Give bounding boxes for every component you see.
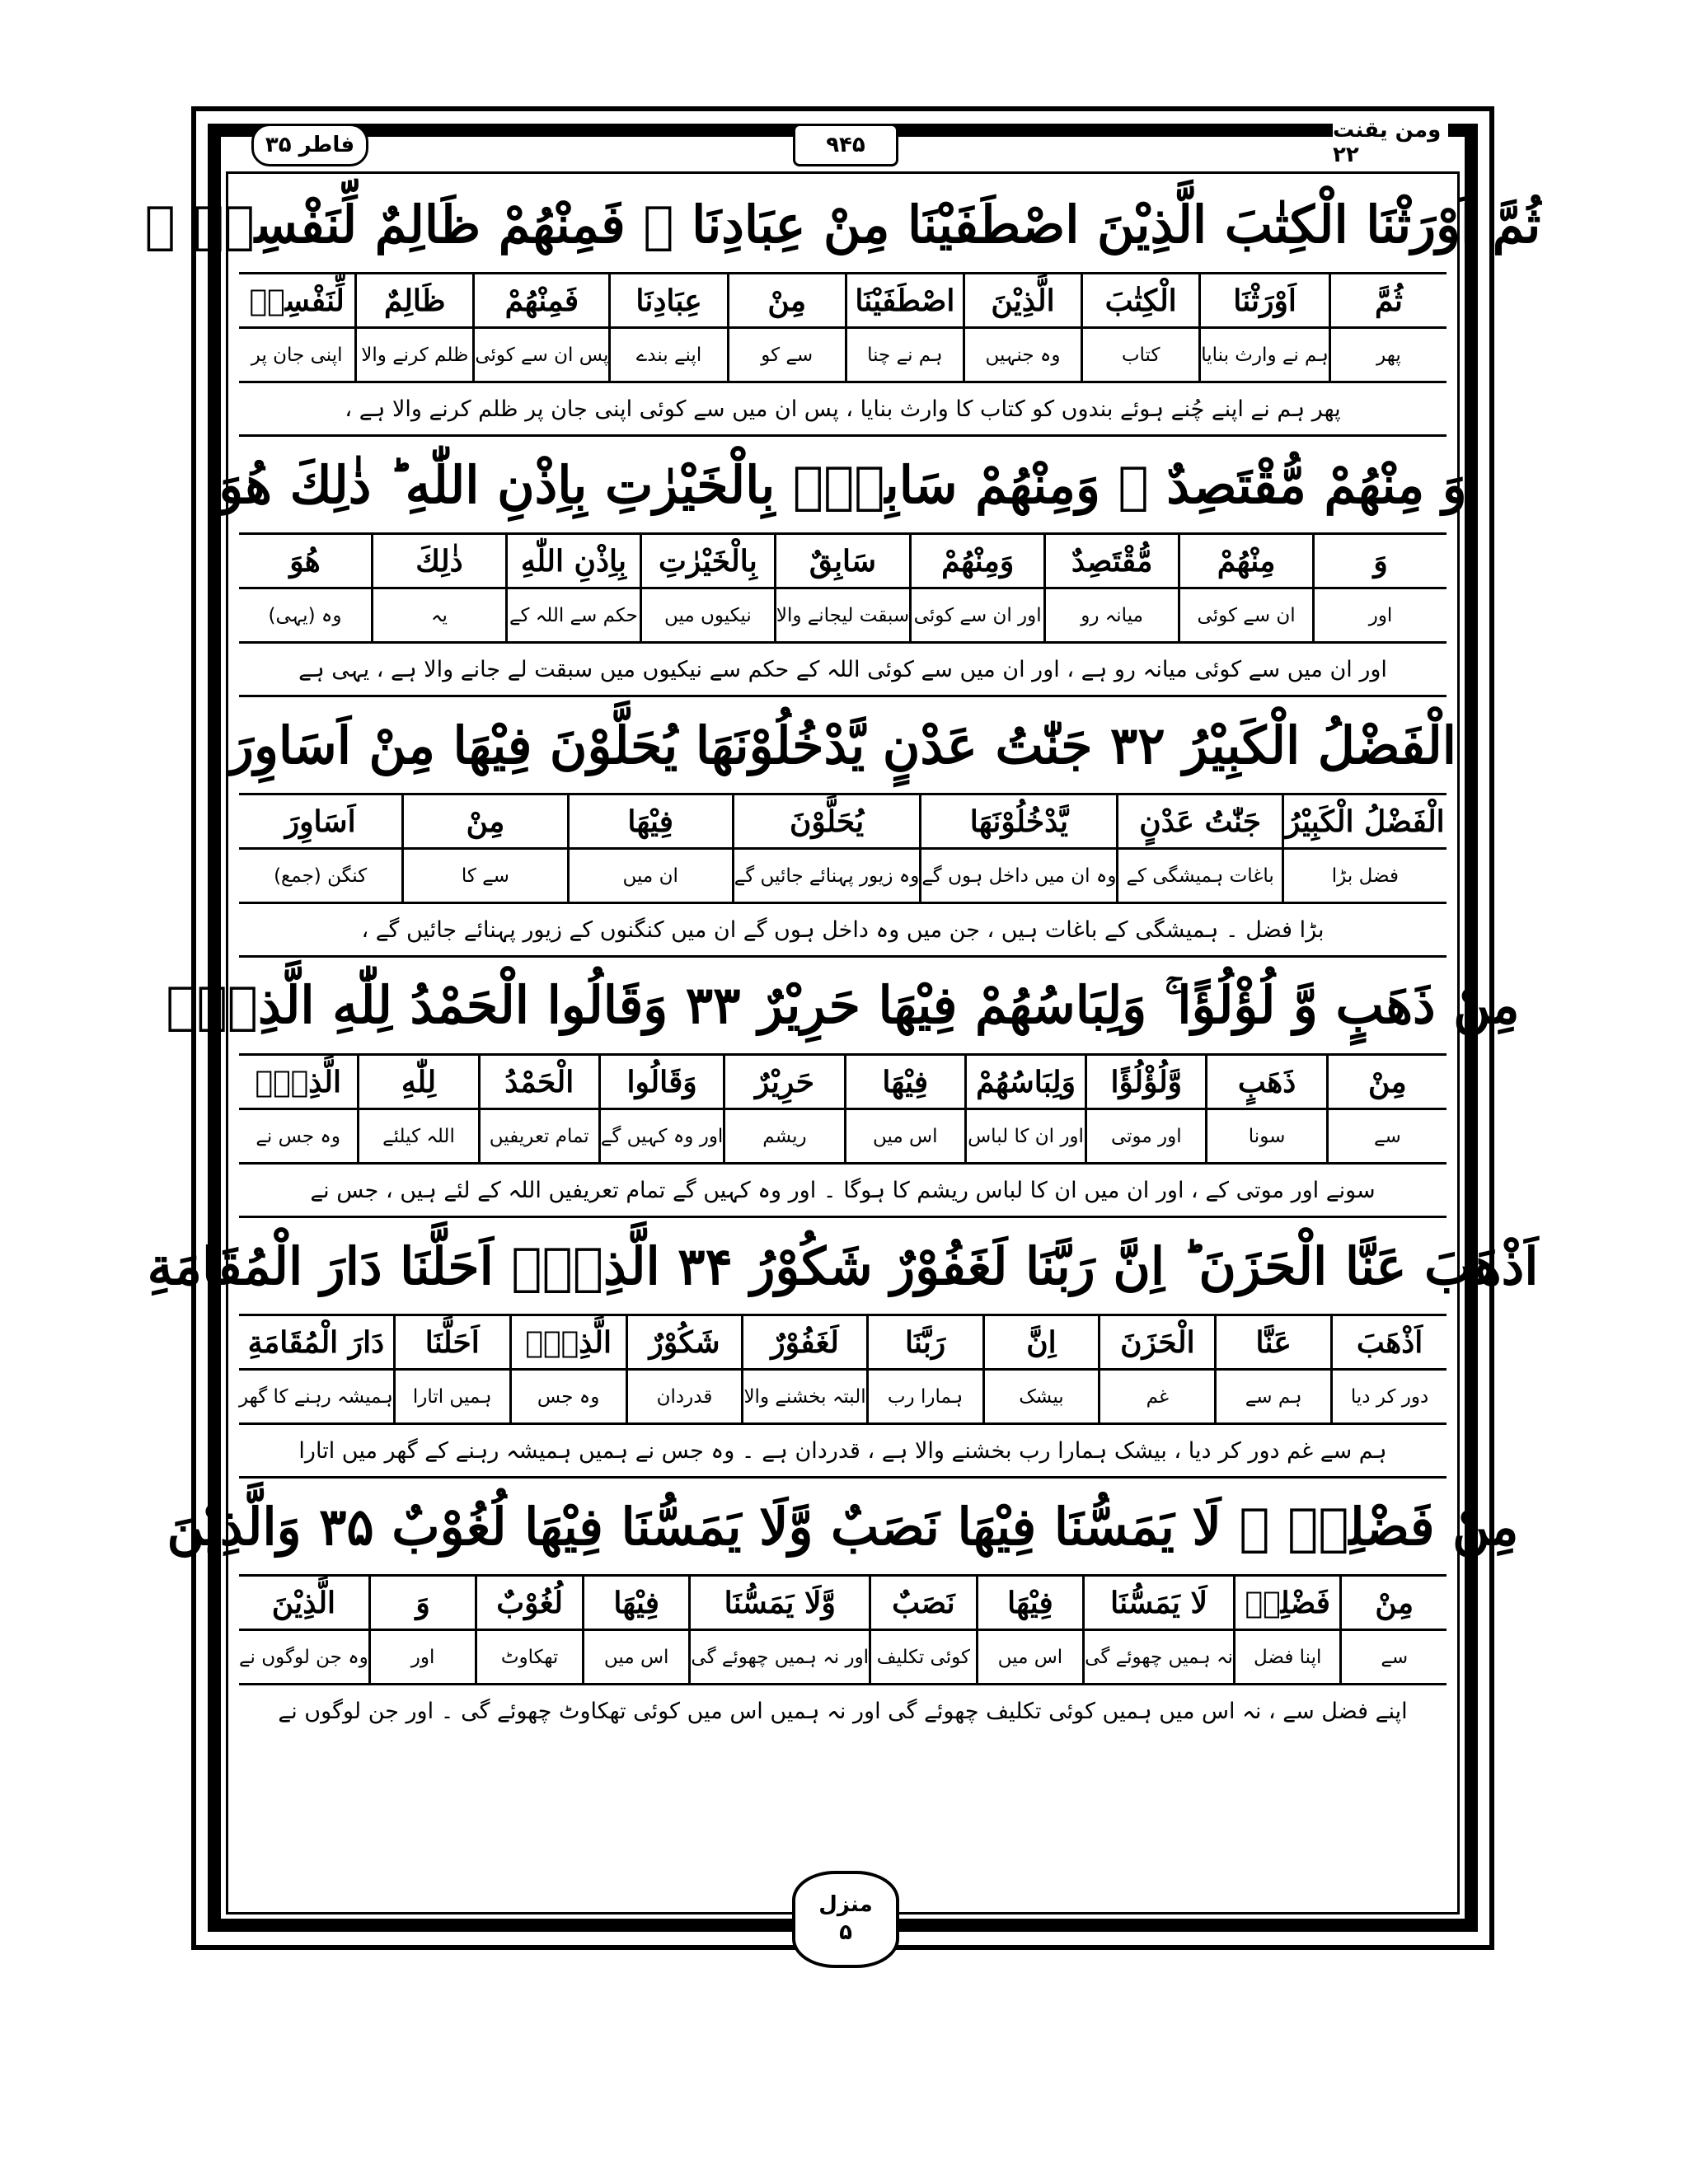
word-meaning: اس میں bbox=[997, 1646, 1063, 1668]
surah-label: فاطر ۳۵ bbox=[251, 124, 368, 166]
arabic-word: مُّقْتَصِدٌ bbox=[1046, 535, 1178, 589]
word-meaning: البتہ بخشنے والا bbox=[743, 1385, 866, 1408]
word-meaning: اور نہ ہمیں چھوئے گی bbox=[691, 1646, 870, 1668]
arabic-word: دَارَ الْمُقَامَةِ bbox=[239, 1316, 393, 1371]
arabic-word: لِلّٰهِ bbox=[359, 1056, 477, 1110]
arabic-word: رَبَّنَا bbox=[869, 1316, 982, 1371]
word-meaning: اور ان سے کوئی bbox=[913, 604, 1042, 626]
word-meaning: اس میں bbox=[603, 1646, 669, 1668]
word-meaning: اپنا فضل bbox=[1253, 1646, 1322, 1668]
arabic-word: مِنْ bbox=[1342, 1577, 1447, 1631]
arabic-word: وَلِبَاسُهُمْ bbox=[967, 1056, 1085, 1110]
arabic-verse-line: اَذْهَبَ عَنَّا الْحَزَنَ ؕ اِنَّ رَبَّنَا لَغَفُوْرٌ شَكُوْرُ ۳۴ الَّذِيْۤ اَحَلَّنَا دَارَ الْمُقَامَةِ bbox=[239, 1218, 1447, 1316]
word-meaning: اپنی جان پر bbox=[251, 344, 343, 366]
word-column bbox=[1085, 1056, 1205, 1162]
word-meaning: غم bbox=[1146, 1385, 1169, 1408]
word-column bbox=[964, 1056, 1085, 1162]
word-column bbox=[505, 535, 640, 641]
arabic-word: سَابِقٌ bbox=[776, 535, 909, 589]
word-column bbox=[845, 274, 963, 381]
arabic-word: لُغُوْبٌ bbox=[477, 1577, 582, 1631]
word-meaning: اللہ کیلئے bbox=[382, 1125, 455, 1147]
arabic-word: بِاِذْنِ اللّٰهِ bbox=[508, 535, 640, 589]
word-column bbox=[919, 795, 1116, 902]
word-meaning: اور وہ کہیں گے bbox=[600, 1125, 724, 1147]
arabic-word: عِبَادِنَا bbox=[611, 274, 726, 329]
word-meaning: سے کا bbox=[461, 865, 509, 887]
word-meaning: کتاب bbox=[1121, 344, 1160, 366]
verse-block bbox=[229, 697, 1456, 958]
arabic-word: الَّذِيْنَ bbox=[965, 274, 1081, 329]
arabic-word: الْحَزَنَ bbox=[1100, 1316, 1214, 1371]
arabic-word: فِيْهَا bbox=[846, 1056, 964, 1110]
arabic-word: الَّذِيْنَ bbox=[239, 1577, 368, 1631]
verse-block bbox=[147, 1218, 1539, 1479]
word-column bbox=[640, 535, 774, 641]
word-column bbox=[723, 1056, 843, 1162]
word-column bbox=[598, 1056, 723, 1162]
arabic-word: شَكُوْرٌ bbox=[628, 1316, 742, 1371]
word-meaning: تمام تعریفیں bbox=[489, 1125, 589, 1147]
arabic-word: يُحَلَّوْنَ bbox=[734, 795, 920, 850]
arabic-word: فَمِنْهُمْ bbox=[475, 274, 608, 329]
word-column bbox=[1205, 1056, 1325, 1162]
word-column bbox=[239, 1577, 368, 1683]
word-meaning: وہ جس bbox=[537, 1385, 600, 1408]
verse-block bbox=[144, 176, 1541, 437]
arabic-word: ذَهَبٍ bbox=[1207, 1056, 1325, 1110]
word-column bbox=[239, 274, 354, 381]
arabic-word: اَسَاوِرَ bbox=[239, 795, 401, 850]
arabic-word: يَّدْخُلُوْنَهَا bbox=[921, 795, 1116, 850]
arabic-word: اَحَلَّنَا bbox=[396, 1316, 509, 1371]
word-meaning: سے کو bbox=[761, 344, 814, 366]
word-column bbox=[1326, 1056, 1447, 1162]
word-column bbox=[1214, 1316, 1330, 1422]
word-meaning: باغات ہمیشگی کے bbox=[1126, 865, 1274, 887]
word-column bbox=[1233, 1577, 1340, 1683]
word-column bbox=[357, 1056, 477, 1162]
word-column bbox=[1082, 1577, 1233, 1683]
word-meaning-grid bbox=[239, 1316, 1447, 1425]
arabic-word: اَوْرَثْنَا bbox=[1201, 274, 1329, 329]
word-meaning: ہمیں اتارا bbox=[412, 1385, 492, 1408]
word-column bbox=[354, 274, 472, 381]
word-meaning-grid bbox=[239, 274, 1447, 383]
word-column bbox=[1081, 274, 1198, 381]
word-column bbox=[1282, 795, 1447, 902]
word-column bbox=[239, 795, 401, 902]
word-meaning-grid bbox=[239, 795, 1447, 904]
word-meaning: یہ bbox=[431, 604, 448, 626]
word-column bbox=[1116, 795, 1281, 902]
page-number: ۹۴۵ bbox=[793, 124, 898, 166]
word-column bbox=[1329, 274, 1447, 381]
arabic-verse-line: ثُمَّ اَوْرَثْنَا الْكِتٰبَ الَّذِيْنَ اصْطَفَيْنَا مِنْ عِبَادِنَا ۚ فَمِنْهُمْ ظَالِمٌ لِّنَفْسِهٖ ۚ bbox=[239, 176, 1447, 274]
arabic-word: مِنْهُمْ bbox=[1180, 535, 1312, 589]
arabic-word: مِنْ bbox=[729, 274, 845, 329]
arabic-verse-line: مِنْ ذَهَبٍ وَّ لُؤْلُؤًا ۚ وَلِبَاسُهُمْ فِيْهَا حَرِيْرٌ ۳۳ وَقَالُوا الْحَمْدُ لِلّٰهِ الَّذِيْۤ bbox=[239, 958, 1447, 1056]
word-column bbox=[567, 795, 732, 902]
verse-block bbox=[166, 958, 1520, 1218]
word-meaning: فضل بڑا bbox=[1331, 865, 1399, 887]
arabic-word: بِالْخَيْرٰتِ bbox=[642, 535, 774, 589]
word-meaning: حکم سے اللہ کے bbox=[509, 604, 638, 626]
arabic-word: فَضْلِهٖ bbox=[1236, 1577, 1340, 1631]
arabic-word: وَمِنْهُمْ bbox=[912, 535, 1043, 589]
word-column bbox=[239, 1316, 393, 1422]
word-column bbox=[727, 274, 845, 381]
arabic-word: فِيْهَا bbox=[570, 795, 732, 850]
word-meaning: ہم سے bbox=[1245, 1385, 1302, 1408]
arabic-verse-line: الْفَضْلُ الْكَبِيْرُ ۳۲ جَنّٰتُ عَدْنٍ يَّدْخُلُوْنَهَا يُحَلَّوْنَ فِيْهَا مِنْ اَسَاوِرَ bbox=[239, 697, 1447, 795]
word-meaning: وہ جس نے bbox=[256, 1125, 340, 1147]
word-column bbox=[1098, 1316, 1214, 1422]
word-meaning: پس ان سے کوئی bbox=[475, 344, 609, 366]
arabic-verse-line: وَ مِنْهُمْ مُّقْتَصِدٌ ۚ وَمِنْهُمْ سَابِقٌۢ بِالْخَيْرٰتِ بِاِذْنِ اللّٰهِ ؕ ذٰلِكَ هُوَ bbox=[239, 437, 1447, 535]
arabic-word: وَ bbox=[371, 1577, 476, 1631]
word-column bbox=[1043, 535, 1178, 641]
word-meaning: ظلم کرنے والا bbox=[361, 344, 469, 366]
word-column bbox=[869, 1577, 976, 1683]
word-column bbox=[239, 535, 371, 641]
arabic-word: مِنْ bbox=[1329, 1056, 1447, 1110]
arabic-word: لِّنَفْسِهٖ bbox=[239, 274, 354, 329]
verse-block bbox=[166, 1479, 1519, 1736]
word-meaning: ریشم bbox=[762, 1125, 807, 1147]
arabic-word: ظَالِمٌ bbox=[357, 274, 472, 329]
word-column bbox=[393, 1316, 509, 1422]
arabic-word: الْحَمْدُ bbox=[481, 1056, 598, 1110]
arabic-word: ثُمَّ bbox=[1331, 274, 1447, 329]
word-meaning: کنگن (جمع) bbox=[274, 865, 368, 887]
arabic-word: فِيْهَا bbox=[978, 1577, 1083, 1631]
manzil-label: منزل bbox=[818, 1892, 873, 1918]
urdu-translation-line: اپنے فضل سے ، نہ اس میں ہمیں کوئی تکلیف چھوئے گی اور نہ ہمیں اس میں کوئی تھکاوٹ چھوئے گی ۔ اور جن لوگوں نے bbox=[278, 1698, 1408, 1724]
word-meaning: نہ ہمیں چھوئے گی bbox=[1085, 1646, 1233, 1668]
word-meaning: ان سے کوئی bbox=[1197, 604, 1296, 626]
word-meaning: وہ زیور پہنائے جائیں گے bbox=[734, 865, 920, 887]
word-column bbox=[866, 1316, 982, 1422]
word-meaning-grid bbox=[239, 535, 1447, 644]
word-column bbox=[582, 1577, 689, 1683]
word-meaning: ہم نے وارث بنایا bbox=[1201, 344, 1329, 366]
page-content bbox=[144, 176, 1541, 1736]
arabic-word: اِنَّ bbox=[985, 1316, 1099, 1371]
manzil-badge bbox=[792, 1871, 899, 1968]
word-column bbox=[1330, 1316, 1447, 1422]
word-meaning: سونا bbox=[1248, 1125, 1286, 1147]
word-meaning: وہ جن لوگوں نے bbox=[239, 1646, 368, 1668]
word-column bbox=[368, 1577, 476, 1683]
word-meaning: میانہ رو bbox=[1081, 604, 1143, 626]
urdu-translation-line: بڑا فضل ۔ ہمیشگی کے باغات ہیں ، جن میں وہ داخل ہوں گے ان میں کنگنوں کے زیور پہنائے جائیں گے ، bbox=[239, 904, 1447, 958]
word-meaning: دور کر دیا bbox=[1350, 1385, 1429, 1408]
arabic-word: مِنْ bbox=[404, 795, 566, 850]
arabic-word: ذٰلِكَ bbox=[373, 535, 505, 589]
word-meaning: ان میں bbox=[622, 865, 678, 887]
arabic-word: وَ bbox=[1315, 535, 1447, 589]
arabic-word: لَا يَمَسُّنَا bbox=[1085, 1577, 1233, 1631]
word-meaning: اپنے بندے bbox=[635, 344, 702, 366]
word-meaning: ہمارا رب bbox=[887, 1385, 964, 1408]
word-column bbox=[741, 1316, 865, 1422]
word-column bbox=[509, 1316, 626, 1422]
word-meaning: کوئی تکلیف bbox=[876, 1646, 970, 1668]
word-meaning: ہم نے چنا bbox=[867, 344, 943, 366]
word-column bbox=[1312, 535, 1447, 641]
arabic-word: اصْطَفَيْنَا bbox=[847, 274, 963, 329]
arabic-word: الَّذِيْۤ bbox=[239, 1056, 357, 1110]
word-meaning: ہمیشہ رہنے کا گھر bbox=[238, 1385, 393, 1408]
word-meaning: بیشک bbox=[1019, 1385, 1064, 1408]
arabic-word: عَنَّا bbox=[1217, 1316, 1330, 1371]
word-meaning: وہ ان میں داخل ہوں گے bbox=[921, 865, 1117, 887]
word-column bbox=[472, 274, 608, 381]
word-meaning: سبقت لیجانے والا bbox=[776, 604, 910, 626]
word-meaning: قدردان bbox=[656, 1385, 713, 1408]
word-column bbox=[976, 1577, 1083, 1683]
word-column bbox=[626, 1316, 742, 1422]
word-meaning: پھر bbox=[1376, 344, 1401, 366]
urdu-translation-line: پھر ہم نے اپنے چُنے ہوئے بندوں کو کتاب کا وارث بنایا ، پس ان میں سے کوئی اپنی جان پر ظلم کرنے والا ہے ، bbox=[239, 383, 1447, 437]
arabic-word: لَغَفُوْرٌ bbox=[743, 1316, 865, 1371]
word-meaning: اور ان کا لباس bbox=[968, 1125, 1084, 1147]
arabic-word: حَرِيْرٌ bbox=[725, 1056, 843, 1110]
arabic-word: وَّلَا يَمَسُّنَا bbox=[691, 1577, 869, 1631]
arabic-word: الَّذِيْۤ bbox=[512, 1316, 626, 1371]
word-meaning: اس میں bbox=[872, 1125, 938, 1147]
word-meaning: نیکیوں میں bbox=[663, 604, 752, 626]
manzil-number: ۵ bbox=[839, 1920, 852, 1945]
arabic-word: اَذْهَبَ bbox=[1333, 1316, 1447, 1371]
arabic-word: الْفَضْلُ الْكَبِيْرُ bbox=[1284, 795, 1447, 850]
word-column bbox=[963, 274, 1081, 381]
word-meaning-grid bbox=[239, 1577, 1447, 1685]
urdu-translation-line: اور ان میں سے کوئی میانہ رو ہے ، اور ان میں سے کوئی اللہ کے حکم سے نیکیوں میں سبقت لے جانے والا ہے ، یہی ہے bbox=[239, 644, 1447, 697]
word-meaning: اور bbox=[1368, 604, 1393, 626]
word-meaning: تھکاوٹ bbox=[500, 1646, 559, 1668]
word-meaning: وہ جنہیں bbox=[985, 344, 1061, 366]
word-column bbox=[478, 1056, 598, 1162]
arabic-word: جَنّٰتُ عَدْنٍ bbox=[1118, 795, 1281, 850]
word-column bbox=[371, 535, 505, 641]
word-column bbox=[844, 1056, 964, 1162]
urdu-translation-line: ہم سے غم دور کر دیا ، بیشک ہمارا رب بخشنے والا ہے ، قدردان ہے ۔ وہ جس نے ہمیں ہمیشہ رہنے کے گھر میں اتارا bbox=[239, 1425, 1447, 1479]
word-meaning-grid bbox=[239, 1056, 1447, 1165]
word-column bbox=[774, 535, 909, 641]
word-column bbox=[608, 274, 726, 381]
word-meaning: اور موتی bbox=[1110, 1125, 1182, 1147]
arabic-word: الْكِتٰبَ bbox=[1083, 274, 1198, 329]
word-column bbox=[1178, 535, 1312, 641]
word-meaning: سے bbox=[1373, 1125, 1401, 1147]
word-column bbox=[1339, 1577, 1447, 1683]
word-column bbox=[909, 535, 1043, 641]
word-meaning: سے bbox=[1381, 1646, 1409, 1668]
arabic-word: فِيْهَا bbox=[584, 1577, 689, 1631]
word-column bbox=[688, 1577, 869, 1683]
arabic-verse-line: مِنْ فَضْلِهٖ ۚ لَا يَمَسُّنَا فِيْهَا نَصَبٌ وَّلَا يَمَسُّنَا فِيْهَا لُغُوْبٌ ۳۵ وَالَّذِيْنَ bbox=[239, 1479, 1447, 1577]
word-column bbox=[732, 795, 920, 902]
word-column bbox=[982, 1316, 1099, 1422]
word-meaning: وہ (یہی) bbox=[268, 604, 342, 626]
arabic-word: نَصَبٌ bbox=[871, 1577, 976, 1631]
word-meaning: اور bbox=[410, 1646, 435, 1668]
urdu-translation-line: سونے اور موتی کے ، اور ان میں ان کا لباس ریشم کا ہوگا ۔ اور وہ کہیں گے تمام تعریفیں اللہ کے لئے ہیں ، جس نے bbox=[239, 1165, 1447, 1218]
word-column bbox=[475, 1577, 582, 1683]
word-column bbox=[401, 795, 566, 902]
verse-block bbox=[218, 437, 1467, 697]
juz-label: ومن یقنت ۲۲ bbox=[1333, 124, 1448, 162]
word-column bbox=[1198, 274, 1329, 381]
arabic-word: وَقَالُوا bbox=[601, 1056, 723, 1110]
word-column bbox=[239, 1056, 357, 1162]
arabic-word: وَّلُؤْلُؤًا bbox=[1087, 1056, 1205, 1110]
arabic-word: هُوَ bbox=[239, 535, 371, 589]
